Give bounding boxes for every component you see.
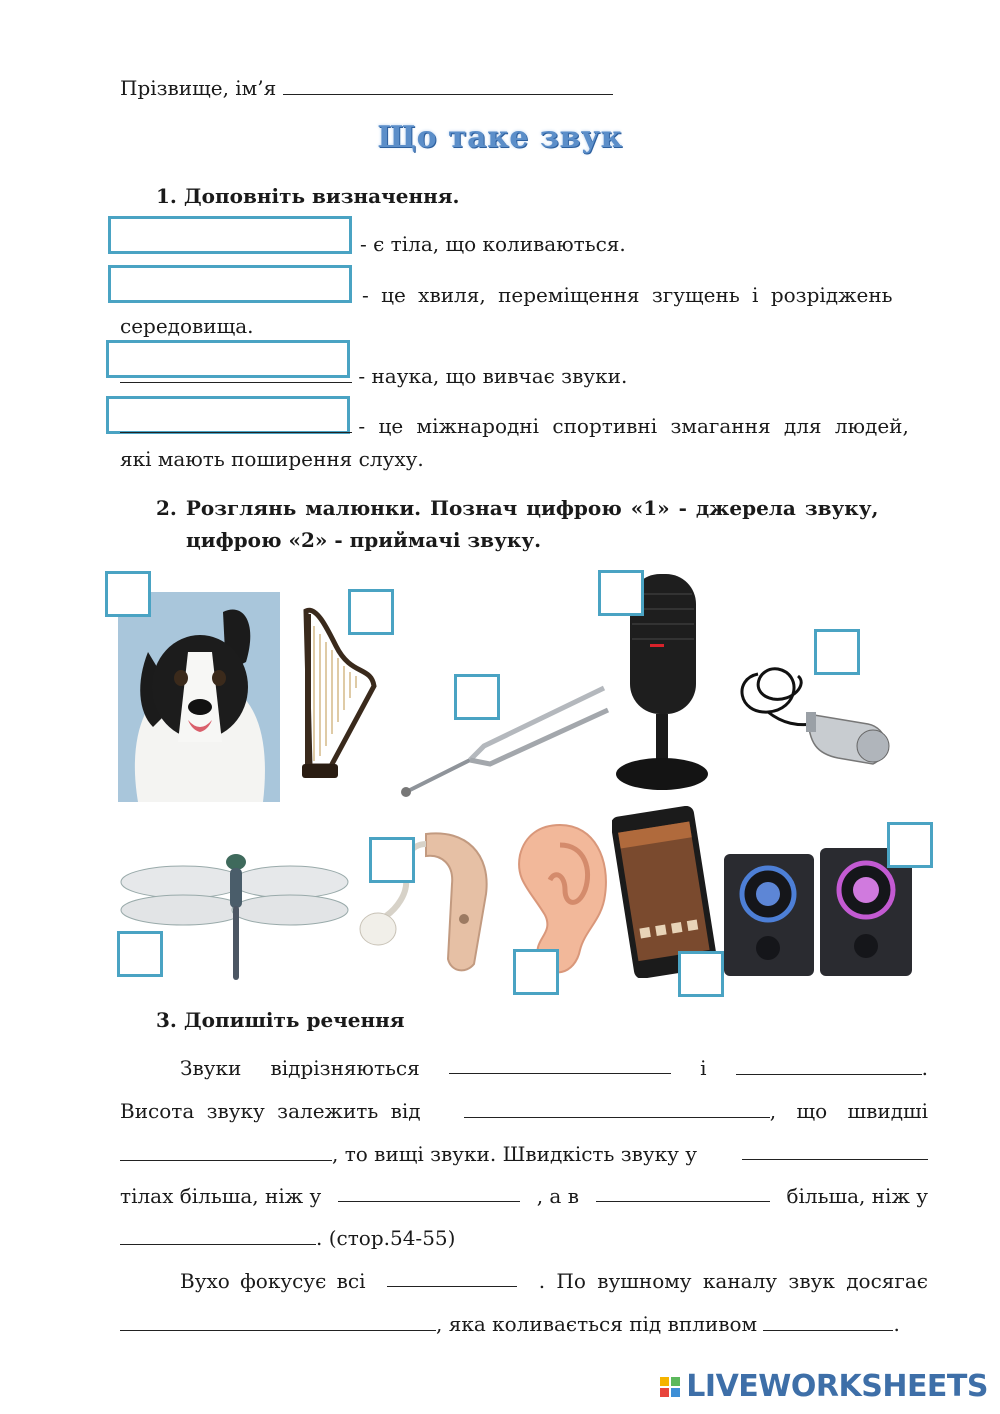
logo-icon	[660, 1377, 680, 1397]
task3-heading: 3. Допишіть речення	[156, 1008, 405, 1032]
answer-box-1[interactable]	[108, 216, 352, 254]
task3-p1-line4: тілах більша, ніж у , а в більша, ніж у	[120, 1184, 928, 1208]
answer-box-whistle[interactable]	[814, 629, 860, 675]
page-title: Що таке звук	[377, 120, 623, 155]
task1-item-4: - це міжнародні спортивні змагання для людей,	[120, 412, 928, 440]
task1-item-4-continuation: які мають поширення слуху.	[120, 447, 424, 471]
answer-box-hearing-aid[interactable]	[369, 837, 415, 883]
task1-item-3: - наука, що вивчає звуки.	[120, 362, 928, 390]
task1-item-2: - це хвиля, переміщення згущень і розріджень	[362, 283, 893, 307]
answer-box-ear[interactable]	[513, 949, 559, 995]
task1-item-2-continuation: середовища.	[120, 314, 254, 338]
task2-heading-line1: 2. Розглянь малюнки. Познач цифрою «1» - джерела звуку,	[156, 496, 879, 520]
task3-p1-line1: Звуки відрізняються і .	[180, 1056, 928, 1080]
name-label: Прізвище, ім’я	[120, 76, 277, 100]
logo-text: LIVEWORKSHEETS	[686, 1369, 988, 1404]
answer-box-harp[interactable]	[348, 589, 394, 635]
task3-p1-line5: . (стор.54-55)	[120, 1224, 928, 1252]
answer-box-tuning-fork[interactable]	[454, 674, 500, 720]
whistle-picture	[728, 654, 896, 770]
task3-p2-line2: , яка коливається під впливом .	[120, 1310, 928, 1338]
dog-picture	[118, 592, 280, 802]
task3-p1-line2: Висота звуку залежить від , що швидші	[120, 1099, 928, 1123]
answer-box-speakers[interactable]	[887, 822, 933, 868]
task2-heading-line2: цифрою «2» - приймачі звуку.	[186, 528, 542, 552]
tuning-fork-picture	[398, 684, 610, 800]
answer-box-microphone[interactable]	[598, 570, 644, 616]
answer-box-dragonfly[interactable]	[117, 931, 163, 977]
task3-p1-line3: , то вищі звуки. Швидкість звуку у	[120, 1140, 928, 1168]
liveworksheets-logo	[660, 1369, 988, 1404]
task1-item-1: - є тіла, що коливаються.	[360, 232, 626, 256]
task3-p2-line1: Вухо фокусує всі . По вушному каналу звук досягає	[180, 1269, 928, 1293]
answer-box-2[interactable]	[108, 265, 352, 303]
task1-heading: 1. Доповніть визначення.	[156, 184, 460, 208]
name-blank	[283, 75, 613, 95]
name-line	[120, 74, 928, 102]
answer-box-smartphone[interactable]	[678, 951, 724, 997]
answer-box-dog[interactable]	[105, 571, 151, 617]
